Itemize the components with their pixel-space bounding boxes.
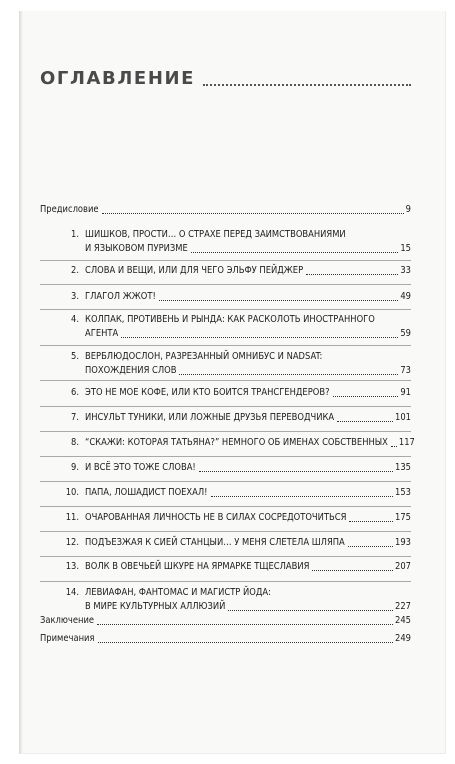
divider [40, 309, 411, 310]
toc-entry-conclusion [40, 614, 411, 628]
divider [40, 345, 411, 346]
chapter-number: 9. [71, 462, 79, 473]
page-number: 249 [395, 633, 411, 644]
page-spine-shadow [19, 11, 23, 754]
toc-entry-chapter-11 [40, 511, 411, 525]
chapter-number: 8. [71, 437, 79, 448]
chapter-title-line: ШИШКОВ, ПРОСТИ… О СТРАХЕ ПЕРЕД ЗАИМСТВОВАНИЯМИ [85, 229, 346, 240]
dotted-leader [159, 300, 399, 301]
divider [40, 260, 411, 261]
page-number: 33 [400, 265, 411, 276]
toc-entry-chapter-4 [40, 313, 411, 341]
chapter-number: 14. [65, 587, 79, 598]
chapter-title-line: СЛОВА И ВЕЩИ, ИЛИ ДЛЯ ЧЕГО ЭЛЬФУ ПЕЙДЖЕР [85, 265, 304, 276]
toc-entry-chapter-10 [40, 486, 411, 500]
dotted-leader [349, 521, 393, 522]
chapter-title-line: ИНСУЛЬТ ТУНИКИ, ИЛИ ЛОЖНЫЕ ДРУЗЬЯ ПЕРЕВОДЧИКА [85, 412, 335, 423]
chapter-title-line: ВЕРБЛЮДОСЛОН, РАЗРЕЗАННЫЙ ОМНИБУС И NADSAT: [85, 351, 323, 362]
dotted-leader [337, 421, 393, 422]
page-number: 175 [395, 512, 411, 523]
page-number: 207 [395, 561, 411, 572]
chapter-title-line: ЭТО НЕ МОЕ КОФЕ, ИЛИ КТО БОИТСЯ ТРАНСГЕНДЕРОВ? [85, 387, 330, 398]
heading-dotted-leader [203, 84, 411, 86]
page-number: 15 [400, 243, 411, 254]
chapter-number: 10. [65, 487, 79, 498]
dotted-leader [191, 252, 399, 253]
divider [40, 456, 411, 457]
toc-entry-chapter-8 [40, 436, 415, 450]
chapter-number: 6. [71, 387, 79, 398]
toc-entry-chapter-13 [40, 560, 411, 574]
entry-title: Заключение [40, 615, 95, 626]
toc-entry-notes [40, 632, 411, 646]
chapter-number: 12. [65, 537, 79, 548]
chapter-title-line: И ЯЗЫКОВОМ ПУРИЗМЕ [85, 243, 188, 254]
page-number: 193 [395, 537, 411, 548]
dotted-leader [179, 374, 398, 375]
page-number: 153 [395, 487, 411, 498]
dotted-leader [306, 274, 398, 275]
dotted-leader [211, 496, 394, 497]
chapter-title-line: В МИРЕ КУЛЬТУРНЫХ АЛЛЮЗИЙ [85, 601, 226, 612]
toc-entry-chapter-6 [40, 386, 411, 400]
divider [40, 506, 411, 507]
dotted-leader [98, 642, 394, 643]
chapter-number: 4. [71, 314, 79, 325]
chapter-number: 2. [71, 265, 79, 276]
chapter-title-line: ПОДЪЕЗЖАЯ К СИЕЙ СТАНЦЫИ… У МЕНЯ СЛЕТЕЛА ШЛЯПА [85, 537, 345, 548]
page-number: 49 [400, 291, 411, 302]
chapter-number: 11. [65, 512, 79, 523]
chapter-title-line: И ВСЁ ЭТО ТОЖЕ СЛОВА! [85, 462, 196, 473]
divider [40, 481, 411, 482]
page-number: 9 [405, 204, 411, 215]
divider [40, 284, 411, 285]
divider [40, 531, 411, 532]
page-number: 245 [395, 615, 411, 626]
chapter-number: 7. [71, 412, 79, 423]
page-number: 59 [400, 328, 411, 339]
page-number: 227 [395, 601, 411, 612]
toc-entry-chapter-14 [40, 586, 411, 614]
entry-title: Примечания [40, 633, 95, 644]
chapter-title-line: КОЛПАК, ПРОТИВЕНЬ И РЫНДА: КАК РАСКОЛОТЬ ИНОСТРАННОГО [85, 314, 375, 325]
divider [40, 581, 411, 582]
page-number: 101 [395, 412, 411, 423]
page-number: 91 [400, 387, 411, 398]
toc-entry-chapter-2 [40, 264, 411, 278]
entry-title: Предисловие [40, 204, 99, 215]
toc-entry-chapter-3 [40, 290, 411, 304]
chapter-title-line: ВОЛК В ОВЕЧЬЕЙ ШКУРЕ НА ЯРМАРКЕ ТЩЕСЛАВИЯ [85, 561, 310, 572]
toc-entry-chapter-5 [40, 350, 411, 378]
chapter-title-line: “СКАЖИ: КОТОРАЯ ТАТЬЯНА?” НЕМНОГО ОБ ИМЕНАХ СОБСТВЕННЫХ [85, 437, 388, 448]
dotted-leader [391, 446, 397, 447]
divider [40, 431, 411, 432]
dotted-leader [97, 624, 393, 625]
toc-entry-preface [40, 203, 411, 217]
page-number: 73 [400, 365, 411, 376]
chapter-number: 1. [71, 229, 79, 240]
chapter-number: 3. [71, 291, 79, 302]
chapter-title-line: ОЧАРОВАННАЯ ЛИЧНОСТЬ НЕ В СИЛАХ СОСРЕДОТОЧИТЬСЯ [85, 512, 347, 523]
dotted-leader [312, 570, 393, 571]
chapter-title-line: ГЛАГОЛ ЖЖОТ! [85, 291, 156, 302]
dotted-leader [121, 337, 398, 338]
toc-entry-chapter-9 [40, 461, 411, 475]
dotted-leader [199, 471, 393, 472]
page-number: 135 [395, 462, 411, 473]
divider [40, 556, 411, 557]
toc-title: ОГЛАВЛЕНИЕ [40, 68, 196, 89]
chapter-title-line: ЛЕВИАФАН, ФАНТОМАС И МАГИСТР ЙОДА: [85, 587, 271, 598]
divider [40, 380, 411, 381]
toc-entry-chapter-7 [40, 411, 411, 425]
toc-entry-chapter-1 [40, 228, 411, 256]
chapter-number: 5. [71, 351, 79, 362]
chapter-title-line: ПАПА, ЛОШАДИСТ ПОЕХАЛ! [85, 487, 208, 498]
chapter-title-line: АГЕНТА [85, 328, 119, 339]
dotted-leader [333, 396, 399, 397]
divider [40, 406, 411, 407]
toc-heading [40, 70, 411, 88]
toc-entry-chapter-12 [40, 536, 411, 550]
page-number: 117 [398, 437, 415, 448]
dotted-leader [102, 213, 404, 214]
chapter-number: 13. [65, 561, 79, 572]
dotted-leader [348, 546, 393, 547]
chapter-title-line: ПОХОЖДЕНИЯ СЛОВ [85, 365, 177, 376]
dotted-leader [228, 610, 393, 611]
